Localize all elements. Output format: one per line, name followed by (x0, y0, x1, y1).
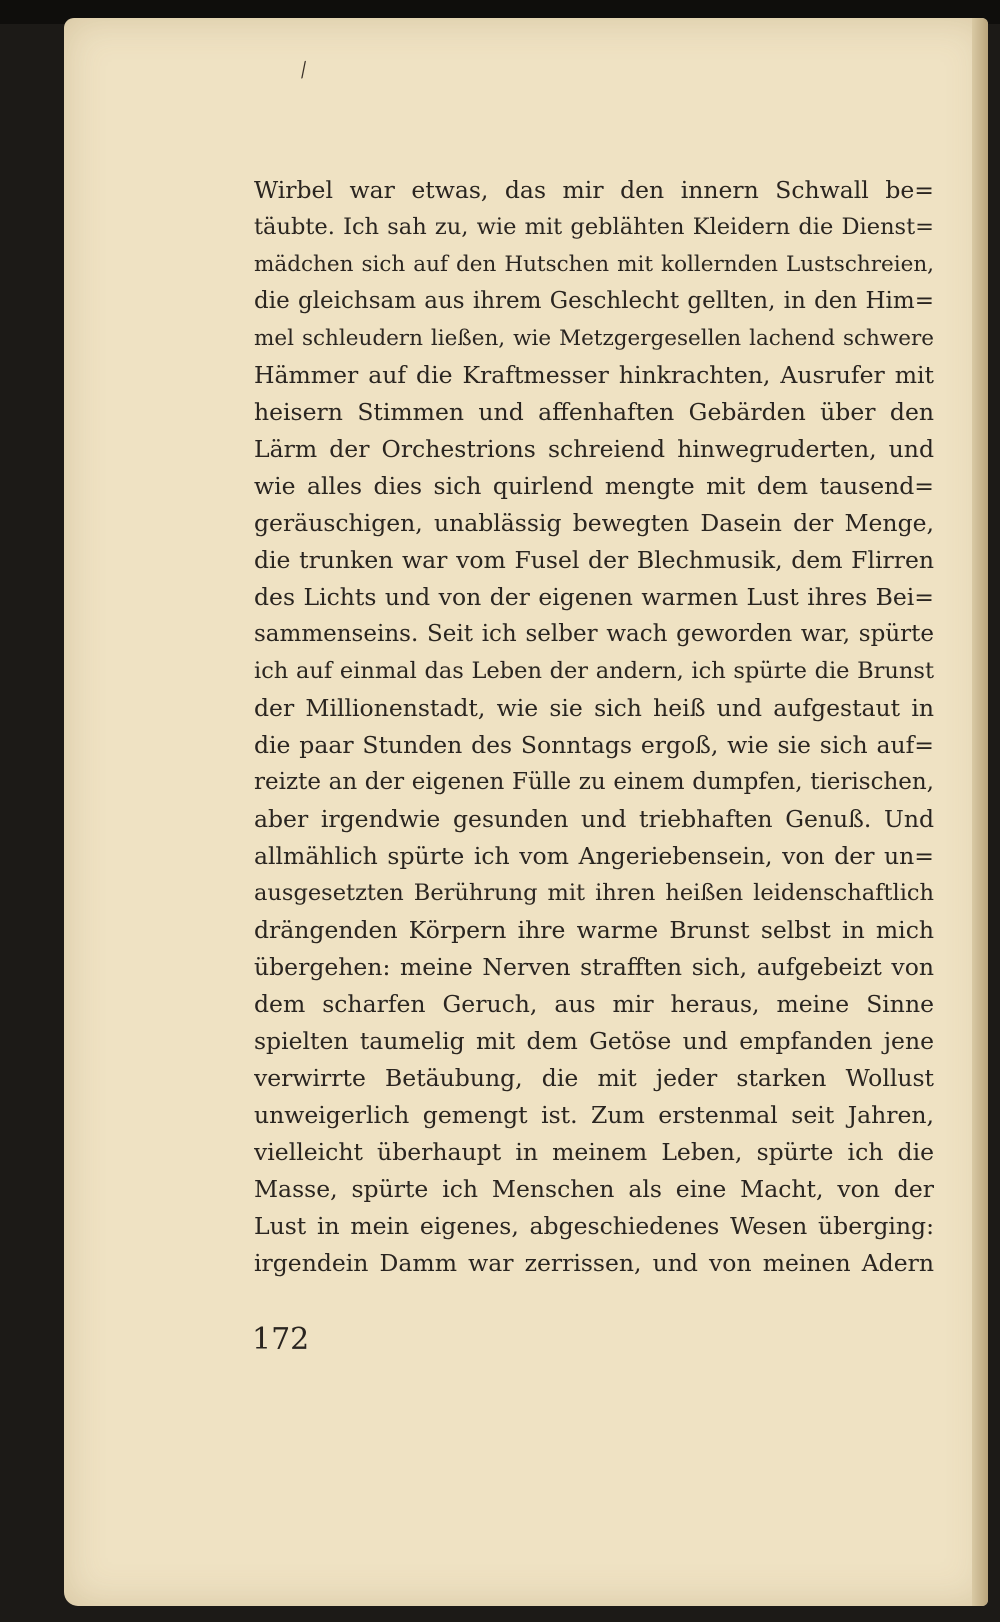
text-line: des Lichts und von der eigenen warmen Lust ihres Bei= (254, 583, 934, 611)
text-line: dem scharfen Geruch, aus mir heraus, meine Sinne (254, 990, 934, 1018)
text-line: der Millionenstadt, wie sie sich heiß und aufgestaut in (254, 694, 934, 722)
text-line: die paar Stunden des Sonntags ergoß, wie sie sich auf= (254, 731, 934, 759)
text-line: mädchen sich auf den Hutschen mit kollernden Lustschreien, (254, 252, 934, 277)
text-line: spielten taumelig mit dem Getöse und empfanden jene (254, 1027, 934, 1055)
text-line: ausgesetzten Berührung mit ihren heißen leidenschaftlich (254, 880, 934, 906)
text-line: unweigerlich gemengt ist. Zum erstenmal seit Jahren, (254, 1101, 934, 1129)
text-line: Wirbel war etwas, das mir den innern Schwall be= (254, 176, 934, 204)
text-line: Hämmer auf die Kraftmesser hinkrachten, Ausrufer mit (254, 361, 934, 389)
text-line: geräuschigen, unablässig bewegten Dasein der Menge, (254, 509, 934, 537)
book-page (64, 18, 988, 1606)
text-line: reizte an der eigenen Fülle zu einem dumpfen, tierischen, (254, 769, 934, 795)
text-line: ich auf einmal das Leben der andern, ich spürte die Brunst (254, 658, 934, 684)
text-line: drängenden Körpern ihre warme Brunst selbst in mich (254, 916, 934, 944)
text-line: heisern Stimmen und affenhaften Gebärden über den (254, 398, 934, 426)
text-line: übergehen: meine Nerven strafften sich, aufgebeizt von (254, 953, 934, 981)
page-number: 172 (252, 1322, 310, 1357)
text-line: täubte. Ich sah zu, wie mit geblähten Kleidern die Dienst= (254, 214, 934, 240)
body-text (254, 172, 934, 1282)
text-line: vielleicht überhaupt in meinem Leben, spürte ich die (254, 1138, 934, 1166)
text-line: allmählich spürte ich vom Angeriebensein, von der un= (254, 842, 934, 870)
text-line: verwirrte Betäubung, die mit jeder starken Wollust (254, 1064, 934, 1092)
pencil-mark: ⁄ (297, 58, 310, 82)
text-line: Masse, spürte ich Menschen als eine Macht, von der (254, 1175, 934, 1203)
text-line: Lärm der Orchestrions schreiend hinwegruderten, und (254, 435, 934, 463)
text-line: mel schleudern ließen, wie Metzgergesellen lachend schwere (254, 326, 934, 351)
text-line: die gleichsam aus ihrem Geschlecht gellten, in den Him= (254, 288, 934, 314)
text-line: Lust in mein eigenes, abgeschiedenes Wesen überging: (254, 1212, 934, 1240)
text-line: aber irgendwie gesunden und triebhaften Genuß. Und (254, 805, 934, 833)
text-line: die trunken war vom Fusel der Blechmusik, dem Flirren (254, 546, 934, 574)
text-line: sammenseins. Seit ich selber wach geworden war, spürte (254, 621, 934, 647)
page-spine-edge (972, 18, 988, 1606)
text-line: wie alles dies sich quirlend mengte mit dem tausend= (254, 472, 934, 500)
text-line: irgendein Damm war zerrissen, und von meinen Adern (254, 1249, 934, 1277)
